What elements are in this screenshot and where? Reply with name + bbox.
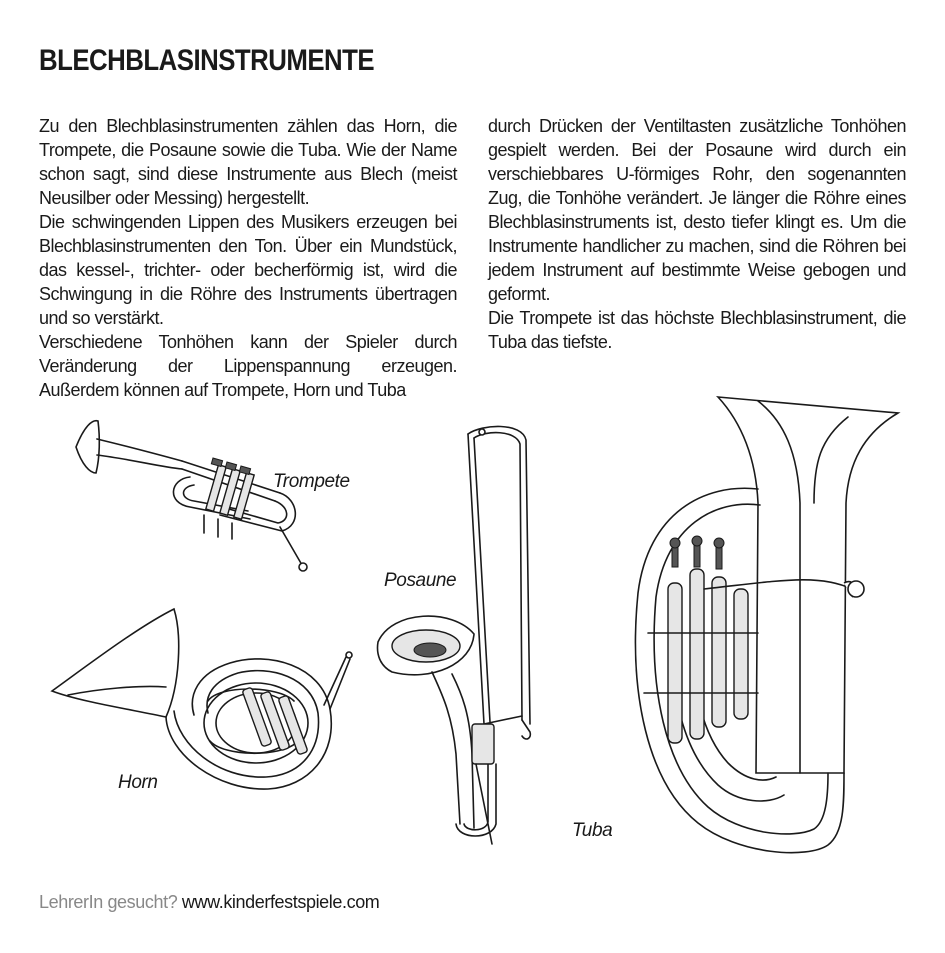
- paragraph-pitch: Verschiedene Tonhöhen kann der Spieler durch Veränderung der Lippenspannung erzeugen. Außerdem können auf Trompete, Horn und Tuba: [39, 332, 457, 400]
- paragraph-sound: Die schwingenden Lippen des Musikers erzeugen bei Blechblasinstrumenten den Ton. Über ein Mundstück, das kessel-, trichter- oder becherförmig ist, wird die Schwingung in die Röhre des Instruments übertragen und so verstärkt.: [39, 212, 457, 328]
- trombone-illustration: [372, 424, 542, 844]
- footer-url-link[interactable]: www.kinderfestspiele.com: [181, 892, 380, 912]
- trumpet-illustration: [70, 415, 310, 575]
- text-column-right: [488, 114, 906, 354]
- footer: [39, 892, 379, 913]
- horn-label: Horn: [118, 772, 158, 793]
- paragraph-intro: Zu den Blechblasinstrumenten zählen das Horn, die Trompete, die Posaune sowie die Tuba. Wie der Name schon sagt, sind diese Instrumente aus Blech (meist Neusilber oder Messing) hergestellt.: [39, 116, 457, 208]
- trombone-label: Posaune: [384, 570, 457, 591]
- paragraph-range: Die Trompete ist das höchste Blechblasinstrument, die Tuba das tiefste.: [488, 308, 906, 352]
- text-column-left: [39, 114, 457, 402]
- paragraph-valves: durch Drücken der Ventiltasten zusätzliche Tonhöhen gespielt werden. Bei der Posaune wird durch ein verschiebbares U-förmiges Rohr, den sogenannten Zug, die Tonhöhe verändert. Je länger die Röhre eines Blechblasinstruments ist, desto tiefer klingt es. Um die Instrumente handlicher zu machen, sind die Röhren bei jedem Instrument auf bestimmte Weise gebogen und geformt.: [488, 116, 906, 304]
- tuba-label: Tuba: [572, 820, 613, 841]
- horn-illustration: [48, 605, 368, 805]
- footer-question: LehrerIn gesucht?: [39, 892, 178, 912]
- trumpet-label: Trompete: [273, 471, 350, 492]
- tuba-illustration: [608, 393, 900, 863]
- page-title: BLECHBLASINSTRUMENTE: [39, 44, 375, 77]
